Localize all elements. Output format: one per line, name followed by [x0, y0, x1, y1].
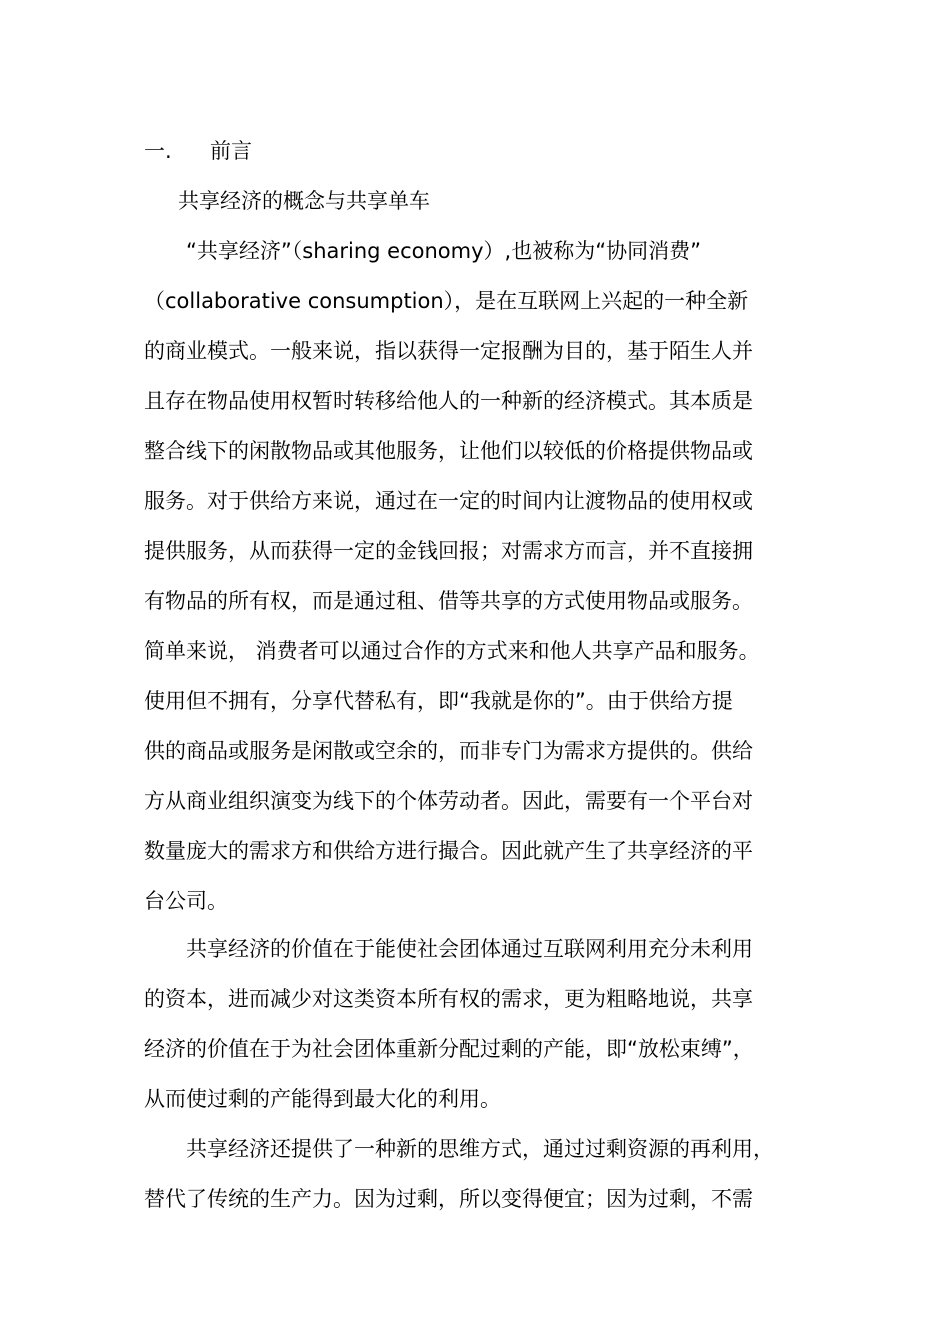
paragraph-line: 且存在物品使用权暂时转移给他人的一种新的经济模式。其本质是 — [144, 389, 753, 413]
subheading: 共享经济的概念与共享单车 — [178, 189, 430, 213]
paragraph-line: 提供服务，从而获得一定的金钱回报；对需求方而言，并不直接拥 — [144, 539, 753, 563]
paragraph-line: 简单来说， 消费者可以通过合作的方式来和他人共享产品和服务。 — [144, 639, 760, 663]
paragraph-line: 共享经济的价值在于能使社会团体通过互联网利用充分未利用 — [186, 937, 753, 961]
paragraph-line: 经济的价值在于为社会团体重新分配过剩的产能，即“放松束缚”， — [144, 1037, 754, 1061]
section-title: 前言 — [210, 139, 252, 163]
paragraph-line: 数量庞大的需求方和供给方进行撮合。因此就产生了共享经济的平 — [144, 839, 753, 863]
paragraph-line: 替代了传统的生产力。因为过剩，所以变得便宜；因为过剩，不需 — [144, 1187, 753, 1211]
paragraph-line: 供的商品或服务是闲散或空余的，而非专门为需求方提供的。供给 — [144, 739, 753, 763]
paragraph-line: “共享经济”（sharing economy）,也被称为“协同消费” — [186, 239, 701, 263]
paragraph-line: 服务。对于供给方来说，通过在一定的时间内让渡物品的使用权或 — [144, 489, 753, 513]
paragraph-line: 共享经济还提供了一种新的思维方式，通过过剩资源的再利用， — [186, 1137, 774, 1161]
paragraph-line: 方从商业组织演变为线下的个体劳动者。因此，需要有一个平台对 — [144, 789, 753, 813]
paragraph-line: 台公司。 — [144, 889, 228, 913]
section-number: 一. — [144, 139, 172, 163]
paragraph-line: 的资本，进而减少对这类资本所有权的需求，更为粗略地说，共享 — [144, 987, 753, 1011]
paragraph-line: 从而使过剩的产能得到最大化的利用。 — [144, 1087, 501, 1111]
paragraph-line: （collaborative consumption），是在互联网上兴起的一种全新 — [144, 289, 749, 313]
paragraph-line: 使用但不拥有，分享代替私有，即“我就是你的”。由于供给方提 — [144, 689, 733, 713]
paragraph-line: 有物品的所有权，而是通过租、借等共享的方式使用物品或服务。 — [144, 589, 753, 613]
paragraph-line: 整合线下的闲散物品或其他服务，让他们以较低的价格提供物品或 — [144, 439, 753, 463]
paragraph-line: 的商业模式。一般来说，指以获得一定报酬为目的，基于陌生人并 — [144, 339, 753, 363]
